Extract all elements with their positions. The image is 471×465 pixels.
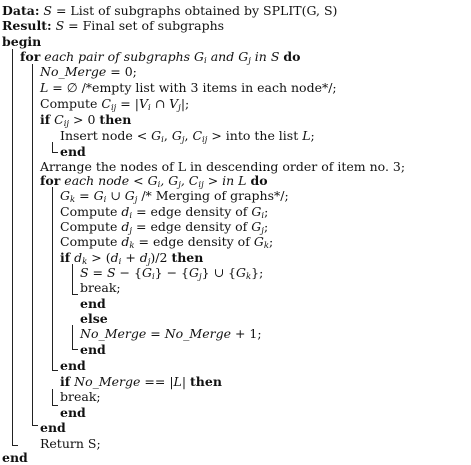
end-if-1-keyword: end (60, 144, 86, 159)
no-merge-init-line: No_Merge = 0; (40, 64, 137, 79)
if-1-scope-hook (52, 152, 58, 153)
gk-merge-line: $G_k = G_i$ ∪ $G_j$ /* Merging of graphs*/; (60, 188, 289, 205)
return-line: Return S; (40, 436, 101, 451)
insert-node-line: Insert node < $G_i$, $G_j$, $C_{ij}$ > into the list L; (60, 128, 315, 145)
if-3-line: if No_Merge == |L| then (60, 374, 222, 389)
compute-dk-line: Compute $d_k$ = edge density of $G_k$; (60, 234, 274, 251)
end-if-3-keyword: end (60, 405, 86, 420)
for-1-scope-hook (32, 425, 38, 426)
compute-di-line: Compute $d_i$ = edge density of $G_i$; (60, 204, 269, 221)
if-2-scope-hook (72, 294, 78, 295)
if-2-scope-bar (72, 264, 73, 294)
data-line: Data: S = List of subgraphs obtained by SPLIT(G, S) (2, 3, 338, 18)
if-2-line: if $d_k > (d_i + d_j)/2$ then (60, 250, 204, 267)
begin-scope-bar (12, 49, 13, 445)
if-1-line: if $C_{ij} > 0$ then (40, 112, 132, 129)
for-1-scope-bar (32, 64, 33, 425)
end-begin-keyword: end (2, 450, 28, 465)
break-2-line: break; (60, 389, 101, 404)
compute-dj-line: Compute $d_j$ = edge density of $G_j$; (60, 219, 269, 236)
compute-cij-line: Compute $C_{ij} = |V_i$ ∩ $V_j|$; (40, 96, 190, 113)
if-1-scope-bar (52, 142, 53, 152)
for-2-scope-bar (52, 187, 53, 370)
end-for-2-keyword: end (60, 358, 86, 373)
begin-keyword: begin (2, 34, 42, 49)
end-for-1-keyword: end (40, 420, 66, 435)
else-scope-hook (72, 349, 78, 350)
no-merge-inc-line: No_Merge = No_Merge + 1; (80, 326, 262, 341)
else-scope-bar (72, 325, 73, 349)
if-3-scope-bar (52, 389, 53, 405)
begin-scope-hook (12, 445, 18, 446)
if-3-scope-hook (52, 405, 58, 406)
break-1-line: break; (80, 280, 121, 295)
s-update-line: $S = S - \{G_i\} - \{G_j\}$ ∪ $\{G_k\}$; (80, 265, 264, 282)
end-if-2-keyword: end (80, 296, 106, 311)
result-line: Result: S = Final set of subgraphs (2, 18, 225, 33)
else-keyword: else (80, 311, 108, 326)
end-else-keyword: end (80, 342, 106, 357)
l-init-line: L = ∅ /*empty list with 3 items in each node*/; (40, 80, 337, 95)
arrange-line: Arrange the nodes of L in descending order of item no. 3; (40, 159, 406, 174)
for-1-line: for each pair of subgraphs $G_i$ and $G_j$ in S do (20, 49, 301, 66)
for-2-scope-hook (52, 370, 58, 371)
for-2-line: for each node < $G_i$, $G_j$, $C_{ij}$ > in L do (40, 173, 268, 190)
